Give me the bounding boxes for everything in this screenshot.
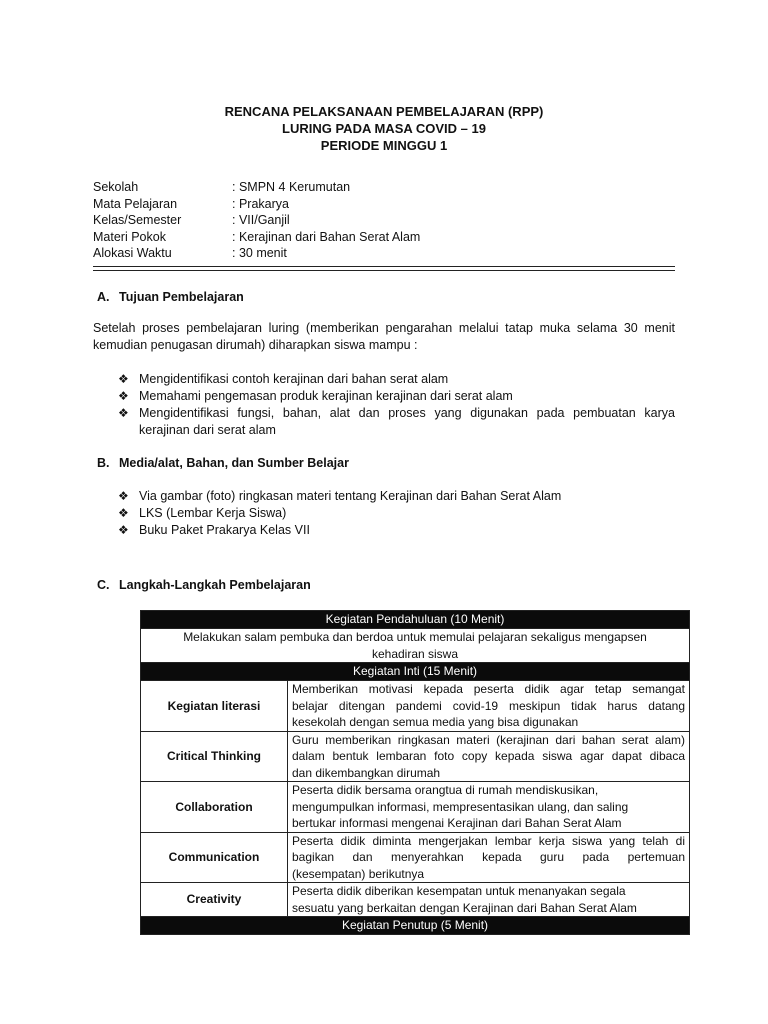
activity-description: Peserta didik diberikan kesempatan untuk menanyakan segala sesuatu yang berkaitan dengan Kerajinan dari Bahan Serat Alam <box>288 883 690 917</box>
section-letter: C. <box>97 578 110 592</box>
header-divider-thin <box>93 270 675 271</box>
activity-description: Memberikan motivasi kepada peserta didik agar tetap semangat belajar ditengan pandemi covid-19 meskipun tidak harus datang kesekolah dengan semua media yang bisa digunakan <box>288 681 690 732</box>
diamond-bullet-icon: ❖ <box>118 523 129 537</box>
list-item: ❖ Buku Paket Prakarya Kelas VII <box>118 523 310 537</box>
table-row <box>141 681 690 732</box>
activity-label-critical-thinking: Critical Thinking <box>141 731 288 782</box>
activity-label-collaboration: Collaboration <box>141 782 288 833</box>
section-a-objectives-list <box>118 371 675 439</box>
table-header-row <box>141 917 690 935</box>
table-row <box>141 832 690 883</box>
diamond-bullet-icon: ❖ <box>118 489 129 503</box>
pendahuluan-description: Melakukan salam pembuka dan berdoa untuk memulai pelajaran sekaligus mengapsen kehadiran siswa <box>141 629 690 663</box>
diamond-bullet-icon: ❖ <box>118 389 129 403</box>
section-letter: B. <box>97 456 110 470</box>
activity-label-literasi: Kegiatan literasi <box>141 681 288 732</box>
activity-label-communication: Communication <box>141 832 288 883</box>
header-divider-thick <box>93 266 675 267</box>
list-item: ❖ Via gambar (foto) ringkasan materi tentang Kerajinan dari Bahan Serat Alam <box>118 489 562 503</box>
learning-steps-table <box>140 610 690 935</box>
table-row <box>141 731 690 782</box>
section-title: Langkah-Langkah Pembelajaran <box>119 578 311 592</box>
paragraph-line: Setelah proses pembelajaran luring (memberikan pengarahan melalui tatap muka selama 30 menit <box>93 321 675 335</box>
identity-label: Alokasi Waktu <box>93 246 172 260</box>
section-b-heading <box>97 455 349 471</box>
penutup-header: Kegiatan Penutup (5 Menit) <box>141 917 690 935</box>
activity-label-creativity: Creativity <box>141 883 288 917</box>
section-title: Tujuan Pembelajaran <box>119 290 244 304</box>
identity-value: : 30 menit <box>232 246 287 260</box>
paragraph-line: kemudian penugasan dirumah) diharapkan siswa mampu : <box>93 338 418 352</box>
identity-value: : Kerajinan dari Bahan Serat Alam <box>232 230 421 244</box>
identity-value: : SMPN 4 Kerumutan <box>232 180 351 194</box>
document-title-line-2: LURING PADA MASA COVID – 19 <box>282 121 486 136</box>
section-b-media-list <box>118 488 675 539</box>
activity-description: Peserta didik diminta mengerjakan lembar kerja siswa yang telah di bagikan dan menyerahkan kepada guru pada pertemuan (kesempatan) berikutnya <box>288 832 690 883</box>
table-row <box>141 782 690 833</box>
table-row <box>141 883 690 917</box>
list-item: ❖ LKS (Lembar Kerja Siswa) <box>118 506 287 520</box>
section-title: Media/alat, Bahan, dan Sumber Belajar <box>119 456 349 470</box>
section-a-intro <box>93 320 675 354</box>
list-item: ❖ Mengidentifikasi contoh kerajinan dari bahan serat alam <box>118 372 449 386</box>
document-title-line-3: PERIODE MINGGU 1 <box>320 138 448 153</box>
pendahuluan-header: Kegiatan Pendahuluan (10 Menit) <box>141 611 690 629</box>
table-header-row <box>141 611 690 629</box>
document-title-line-1: RENCANA PELAKSANAAN PEMBELAJARAN (RPP) <box>224 104 544 119</box>
list-item: ❖ Memahami pengemasan produk kerajinan kerajinan dari serat alam <box>118 389 513 403</box>
diamond-bullet-icon: ❖ <box>118 406 129 420</box>
identity-label: Kelas/Semester <box>93 213 182 227</box>
table-header-row <box>141 663 690 681</box>
diamond-bullet-icon: ❖ <box>118 372 129 386</box>
section-c-heading <box>97 577 311 593</box>
identity-label: Mata Pelajaran <box>93 197 178 211</box>
list-item: ❖ Mengidentifikasi fungsi, bahan, alat dan proses yang digunakan pada pembuatan karya kerajinan dari serat alam <box>118 406 675 437</box>
diamond-bullet-icon: ❖ <box>118 506 129 520</box>
identity-label: Materi Pokok <box>93 230 166 244</box>
inti-header: Kegiatan Inti (15 Menit) <box>141 663 690 681</box>
activity-description: Peserta didik bersama orangtua di rumah mendiskusikan, mengumpulkan informasi, mempresentasikan ulang, dan saling bertukar informasi mengenai Kerajinan dari Bahan Serat Alam <box>288 782 690 833</box>
identity-label: Sekolah <box>93 180 139 194</box>
activity-description: Guru memberikan ringkasan materi (kerajinan dari bahan serat alam) dalam bentuk lembaran foto copy kepada siswa agar dapat dibaca dan dikembangkan dirumah <box>288 731 690 782</box>
table-row <box>141 629 690 663</box>
identity-value: : VII/Ganjil <box>232 213 290 227</box>
identity-value: : Prakarya <box>232 197 289 211</box>
section-a-heading <box>97 289 244 305</box>
section-letter: A. <box>97 290 110 304</box>
